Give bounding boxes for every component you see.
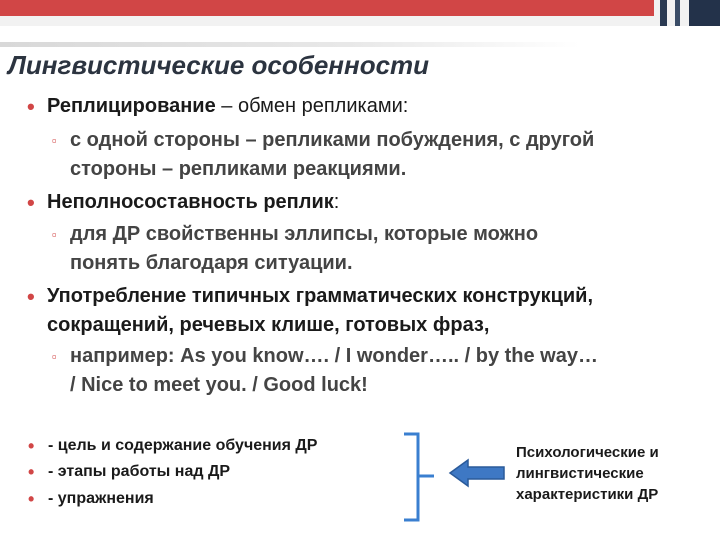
bullet-item	[27, 282, 715, 311]
sub-bullet-line: например: As you know…. / I wonder….. / by the way…	[70, 345, 598, 367]
sub-bullet-item	[70, 371, 710, 400]
corner-decoration	[660, 0, 667, 26]
bottom-item-text: - этапы работы над ДР	[48, 463, 231, 480]
side-note-line: Психологические и	[516, 444, 659, 461]
bottom-list-item	[28, 458, 231, 486]
bottom-item-text: - цель и содержание обучения ДР	[48, 437, 318, 454]
square-bullet-icon: ▫	[52, 349, 57, 364]
sub-bullet-item	[52, 220, 710, 249]
bullet-item	[27, 188, 715, 217]
top-accent-bar	[0, 0, 654, 16]
bullet-item-continued	[47, 311, 715, 340]
sub-bullet-item	[52, 342, 710, 371]
bullet-lead: Неполносоставность реплик	[47, 191, 334, 213]
bottom-list-item	[28, 485, 154, 513]
left-arrow-icon	[448, 458, 506, 488]
bullet-dot-icon: •	[27, 284, 35, 309]
sub-bullet-line: понять благодаря ситуации.	[70, 252, 353, 274]
side-note-line: характеристики ДР	[516, 486, 659, 503]
bullet-dot-icon: •	[28, 436, 35, 456]
title-underline	[0, 42, 580, 47]
bullet-lead-line2: сокращений, речевых клише, готовых фраз,	[47, 314, 490, 336]
square-bullet-icon: ▫	[52, 133, 57, 148]
bullet-dot-icon: •	[27, 190, 35, 215]
sub-bullet-line: с одной стороны – репликами побуждения, с другой	[70, 129, 595, 151]
side-note-line: лингвистические	[516, 465, 644, 482]
slide-title: Лингвистические особенности	[8, 50, 430, 80]
bullet-rest: :	[333, 191, 340, 213]
sub-bullet-line: для ДР свойственны эллипсы, которые можно	[70, 223, 539, 245]
corner-decoration	[689, 0, 720, 26]
bullet-lead: Употребление типичных грамматических конструкций,	[47, 285, 594, 307]
corner-decoration	[675, 0, 680, 26]
bullet-dot-icon: •	[28, 462, 35, 482]
bullet-item	[27, 92, 715, 121]
sub-bullet-item	[70, 249, 710, 278]
bottom-list-item	[28, 432, 318, 460]
sub-bullet-line: стороны – репликами реакциями.	[70, 158, 407, 180]
bullet-dot-icon: •	[27, 94, 35, 119]
bullet-dot-icon: •	[28, 489, 35, 509]
bottom-item-text: - упражнения	[48, 490, 154, 507]
bullet-lead: Реплицирование	[47, 95, 216, 117]
sub-bullet-item	[52, 126, 710, 155]
sub-bullet-item	[70, 155, 710, 184]
bullet-rest: – обмен репликами:	[215, 95, 409, 117]
side-note	[516, 442, 706, 505]
square-bullet-icon: ▫	[52, 227, 57, 242]
sub-bullet-line: / Nice to meet you. / Good luck!	[70, 374, 368, 396]
right-brace-icon	[400, 432, 440, 524]
